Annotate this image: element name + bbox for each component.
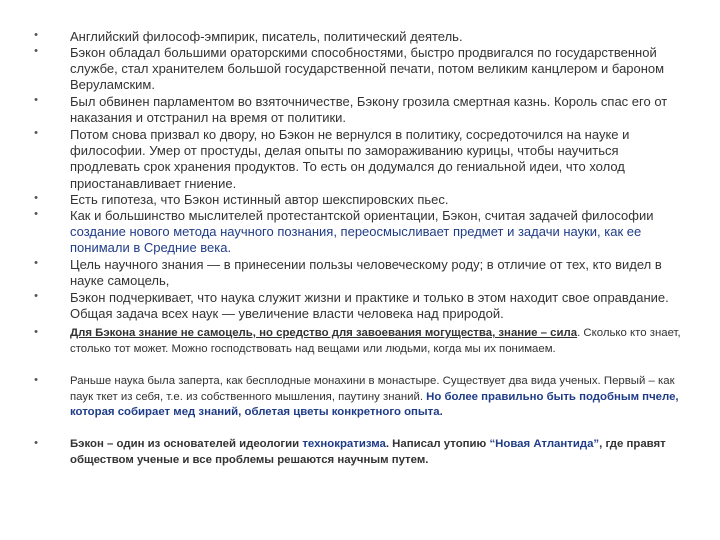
item-text (70, 326, 688, 357)
emphasized-text: Для Бэкона знание не самоцель, но средство для завоевания могущества, знание – сила (70, 327, 578, 339)
item-text: Бэкон подчеркивает, что наука служит жизни и практике и только в этом находит свое оправдание. Общая задача всех наук — увеличение власти человека над природой. (70, 290, 669, 322)
highlighted-text: технократизма (302, 438, 386, 450)
emphasized-text: Но более правильно быть подобным пчеле, которая собирает мед знаний, облетая цветы конкретного опыта. (70, 390, 679, 419)
bullet-icon: • (34, 326, 38, 338)
item-text-part: . Написал утопию (385, 438, 490, 450)
bullet-icon: • (34, 45, 38, 57)
item-text: Цель научного знания — в принесении пользы человеческому роду; в отличие от тех, кто видел в науке самоцель, (70, 257, 662, 289)
bullet-icon: • (34, 127, 38, 139)
bullet-icon: • (34, 192, 38, 204)
bullet-icon: • (34, 290, 38, 302)
highlighted-text: создание нового метода научного познания, переосмысливает предмет и задачи науки, как ее понимали в Средние века. (70, 224, 642, 256)
bullet-icon: • (34, 208, 38, 220)
bullet-icon: • (34, 257, 38, 269)
item-text: Английский философ-эмпирик, писатель, политический деятель. (70, 29, 463, 44)
item-text: Был обвинен парламентом во взяточничестве, Бэкону грозила смертная казнь. Король спас его от наказания и отстранил на время от политики. (70, 94, 668, 126)
item-text (70, 374, 688, 421)
item-text: Потом снова призвал ко двору, но Бэкон не вернулся в политику, сосредоточился на науке и философии. Умер от простуды, делая опыты по замораживанию курицы, чтобы научиться продлевать срок хранения продуктов. То есть он додумался до гениальной идеи, что холод приостанавливает гниение. (70, 127, 630, 191)
bullet-icon: • (34, 374, 38, 386)
bullet-icon: • (34, 437, 38, 449)
item-text-part: . Сколько кто знает, столько тот может. Можно господствовать над вещами или людьми, когда мы их понимаем. (70, 327, 681, 355)
item-text-part: Бэкон – один из основателей идеологии (70, 438, 303, 450)
item-text (70, 437, 688, 468)
bullet-icon: • (34, 94, 38, 106)
item-text-part: , где правят обществом ученые и все проблемы решаются научным путем. (70, 438, 666, 466)
item-text: Бэкон обладал большими ораторскими способностями, быстро продвигался по государственной службе, стал хранителем большой государственной печати, потом великим канцлером и бароном Веруламским. (70, 45, 665, 93)
item-text-part: Как и большинство мыслителей протестантской ориентации, Бэкон, считая задачей философии (70, 208, 654, 223)
item-text-part: Раньше наука была заперта, как бесплодные монахини в монастыре. Существует два вида ученых. Первый – как паук ткет из себя, т.е. из собственного мышления, паутину знаний. (70, 375, 675, 403)
item-text: Есть гипотеза, что Бэкон истинный автор шекспировских пьес. (70, 192, 449, 207)
highlighted-text: “Новая Атлантида” (489, 438, 600, 450)
bullet-icon: • (34, 29, 38, 41)
item-text (70, 208, 688, 257)
